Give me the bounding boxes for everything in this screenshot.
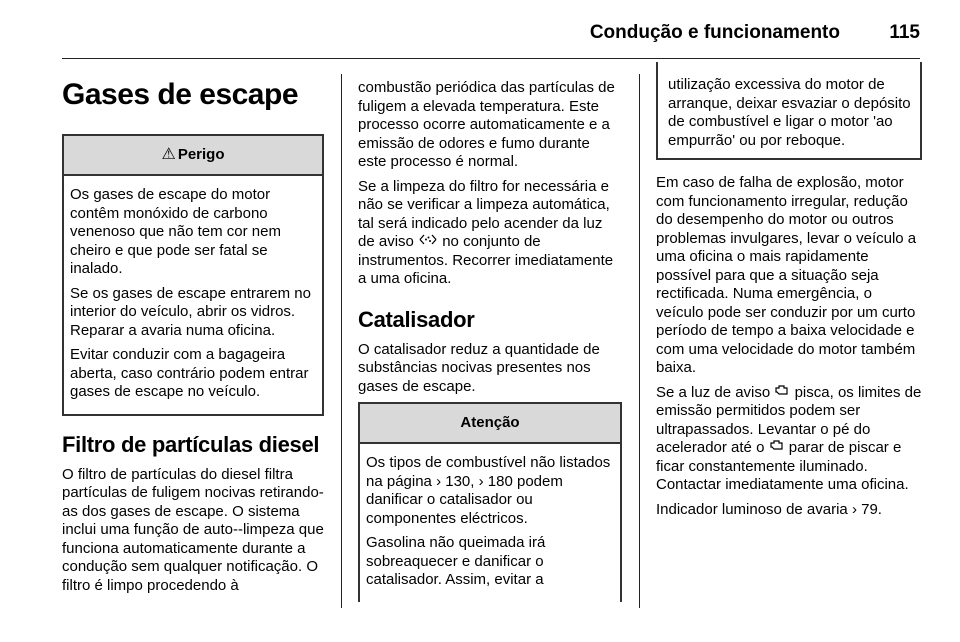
- text-span: Indicador luminoso de avaria: [656, 500, 848, 518]
- section-heading-catalyst: Catalisador: [358, 306, 475, 332]
- section-heading-exhaust: Gases de escape: [62, 78, 299, 111]
- danger-paragraph: Se os gases de escape entrarem no interior do veículo, abrir os vidros. Reparar a avaria numa oficina.: [70, 284, 311, 339]
- diesel-particle-filter-icon: [418, 233, 438, 252]
- danger-label: Perigo: [177, 145, 225, 163]
- caution-box-continued: [656, 62, 922, 160]
- danger-box-body: [64, 176, 322, 414]
- caution-label: Atenção: [460, 413, 520, 431]
- danger-paragraph: Os gases de escape do motor contêm monóxido de carbono venenoso que não tem cor nem cheiro e que pode ser fatal se inalado.: [70, 186, 281, 277]
- dpf-paragraph-cont: combustão periódica das partículas de fuligem a elevada temperatura. Este processo ocorre automaticamente e a emissão de odores e fumo durante este processo é normal.: [358, 79, 615, 170]
- reference-arrow-icon: ›: [478, 472, 484, 490]
- text-span: no conjunto de instrumentos. Recorrer imediatamente a uma oficina.: [358, 233, 614, 287]
- page-ref: 180: [487, 472, 513, 490]
- misfire-paragraph: Em caso de falha de explosão, motor com funcionamento irregular, redução do desempenho do motor ou outros problemas invulgares, levar o veículo a uma oficina o mais rapidamente possível para que a situação seja rectificada. Numa emergência, o veículo pode ser conduzir por um curto período de tempo a baixa velocidade e com uma velocidade do motor também baixa.: [656, 174, 917, 376]
- caution-paragraph-cont: utilização excessiva do motor de arranque, deixar esvaziar o depósito de combustível e ligar o motor 'ao empurrão' ou por reboque.: [668, 76, 911, 149]
- dpf-paragraph: O filtro de partículas do diesel filtra partículas de fuligem nocivas retirando-as dos gases de escape. O sistema inclui uma função de auto--limpeza que funciona automaticamente durante a condução sem qualquer notificação. O filtro é limpo procedendo à: [62, 465, 324, 594]
- page-ref: 130,: [445, 472, 475, 490]
- text-span: Os tipos de combustível não listados na página: [366, 454, 611, 490]
- catalyst-paragraph: O catalisador reduz a quantidade de substâncias nocivas presentes nos gases de escape.: [358, 340, 600, 395]
- caution-box-header: [360, 404, 620, 444]
- check-engine-icon: [774, 384, 790, 403]
- page-ref: 79.: [861, 500, 882, 518]
- danger-box: [62, 134, 324, 416]
- engine-warning-paragraph: [656, 384, 922, 495]
- section-heading-dpf: Filtro de partículas diesel: [62, 431, 320, 457]
- text-span: Se a luz de aviso: [656, 383, 771, 401]
- column-divider: [341, 74, 342, 608]
- page-header: [62, 0, 920, 59]
- chapter-title: Condução e funcionamento: [589, 22, 840, 43]
- column-3: [656, 62, 922, 525]
- check-engine-icon: [769, 439, 785, 458]
- danger-paragraph: Evitar conduzir com a bagageira aberta, caso contrário podem entrar gases de escape no veículo.: [70, 346, 309, 400]
- caution-box-body: [360, 444, 620, 602]
- malfunction-indicator-paragraph: [656, 501, 922, 520]
- reference-arrow-icon: ›: [851, 500, 857, 518]
- text-span: podem danificar o catalisador ou componentes eléctricos.: [366, 472, 563, 527]
- warning-triangle-icon: ⚠: [161, 145, 176, 163]
- text-span: Se a limpeza do filtro for necessária e não se verificar a limpeza automática, tal será indicado pelo acender da luz de aviso: [358, 177, 610, 250]
- reference-arrow-icon: ›: [436, 472, 442, 490]
- column-divider: [639, 74, 640, 608]
- caution-paragraph: [366, 454, 614, 528]
- caution-paragraph: Gasolina não queimada irá sobreaquecer e danificar o catalisador. Assim, evitar a: [366, 534, 546, 588]
- column-1: [62, 62, 324, 601]
- caution-box: [358, 402, 622, 602]
- page-number: 115: [889, 22, 920, 43]
- text-span: parar de piscar e ficar constantemente iluminado. Contactar imediatamente uma oficina.: [656, 439, 909, 493]
- text-span: pisca, os limites de emissão permitidos podem ser ultrapassados. Levantar o pé do acelerador até o: [656, 383, 922, 456]
- dpf-warning-paragraph: [358, 178, 622, 289]
- danger-box-header: [64, 136, 322, 176]
- column-2: [358, 79, 622, 602]
